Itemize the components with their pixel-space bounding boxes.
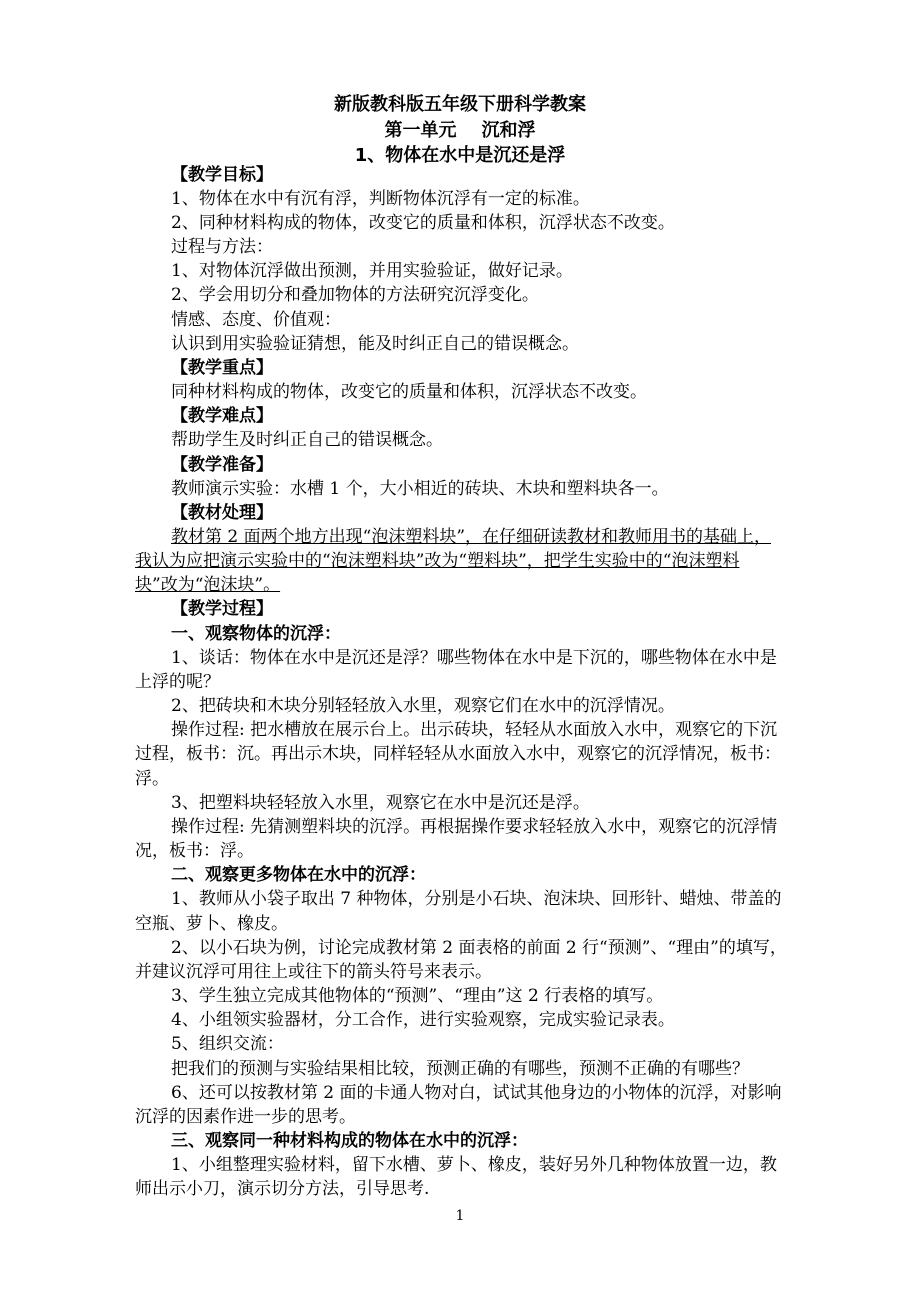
text-line: 1、教师从小袋子取出 7 种物体，分别是小石块、泡沫块、回形针、蜡烛、带盖的 bbox=[171, 889, 782, 909]
text-line: 同种材料构成的物体，改变它的质量和体积，沉浮状态不改变。 bbox=[171, 382, 647, 402]
text-line: 2、学会用切分和叠加物体的方法研究沉浮变化。 bbox=[171, 285, 539, 305]
text-line: 师出示小刀，演示切分方法，引导思考. bbox=[135, 1179, 430, 1199]
text-line: 1、对物体沉浮做出预测，并用实验验证，做好记录。 bbox=[171, 261, 573, 281]
section-heading-difficulties: 【教学难点】 bbox=[171, 406, 273, 426]
subsection-heading: 三、观察同一种材料构成的物体在水中的沉浮： bbox=[171, 1131, 528, 1151]
section-heading-key-points: 【教学重点】 bbox=[171, 358, 273, 378]
text-line: 空瓶、萝卜、橡皮。 bbox=[135, 914, 288, 934]
document-title: 新版教科版五年级下册科学教案 bbox=[334, 94, 586, 115]
text-line: 操作过程: 先猜测塑料块的沉浮。再根据操作要求轻轻放入水中，观察它的沉浮情 bbox=[171, 817, 778, 837]
subsection-heading: 二、观察更多物体在水中的沉浮： bbox=[171, 865, 426, 885]
text-line: 6、还可以按教材第 2 面的卡通人物对白，试试其他身边的小物体的沉浮，对影响 bbox=[171, 1083, 782, 1103]
text-line: 浮。 bbox=[135, 769, 169, 789]
text-line: 上浮的呢？ bbox=[135, 672, 220, 692]
text-line: 2、把砖块和木块分别轻轻放入水里，观察它们在水中的沉浮情况。 bbox=[171, 696, 675, 716]
text-line: 4、小组领实验器材，分工合作，进行实验观察，完成实验记录表。 bbox=[171, 1010, 675, 1030]
text-line: 认识到用实验验证猜想，能及时纠正自己的错误概念。 bbox=[171, 334, 579, 354]
underlined-text-line: 我认为应把演示实验中的“泡沫塑料块”改为“塑料块”，把学生实验中的“泡沫塑料 bbox=[135, 551, 740, 571]
text-line: 沉浮的因素作进一步的思考。 bbox=[135, 1107, 356, 1127]
section-heading-preparation: 【教学准备】 bbox=[171, 455, 273, 475]
text-line: 1、物体在水中有沉有浮，判断物体沉浮有一定的标准。 bbox=[171, 189, 590, 209]
underlined-text-line: 教材第 2 面两个地方出现“泡沫塑料块”，在仔细研读教材和教师用书的基础上， bbox=[171, 527, 772, 547]
text-line: 并建议沉浮可用往上或往下的箭头符号来表示。 bbox=[135, 962, 492, 982]
text-line: 过程与方法： bbox=[171, 237, 273, 257]
text-line: 帮助学生及时纠正自己的错误概念。 bbox=[171, 430, 443, 450]
text-line: 教师演示实验：水槽 1 个，大小相近的砖块、木块和塑料块各一。 bbox=[171, 479, 669, 499]
text-line: 5、组织交流： bbox=[171, 1034, 284, 1054]
lesson-title: 1、物体在水中是沉还是浮 bbox=[354, 145, 566, 166]
text-line: 把我们的预测与实验结果相比较，预测正确的有哪些，预测不正确的有哪些？ bbox=[171, 1059, 749, 1079]
text-line: 操作过程: 把水槽放在展示台上。出示砖块，轻轻从水面放入水中，观察它的下沉 bbox=[171, 720, 778, 740]
unit-title: 第一单元 沉和浮 bbox=[384, 120, 536, 141]
text-line: 1、小组整理实验材料，留下水槽、萝卜、橡皮，装好另外几种物体放置一边，教 bbox=[171, 1155, 777, 1175]
section-heading-material-handling: 【教材处理】 bbox=[171, 503, 273, 523]
text-line: 过程，板书：沉。再出示木块，同样轻轻从水面放入水中，观察它的沉浮情况，板书： bbox=[135, 744, 781, 764]
subsection-heading: 一、观察物体的沉浮： bbox=[171, 624, 341, 644]
section-heading-objectives: 【教学目标】 bbox=[171, 165, 273, 185]
underlined-text-line: 块”改为“泡沫块”。 bbox=[135, 575, 281, 595]
text-line: 3、学生独立完成其他物体的“预测”、“理由”这 2 行表格的填写。 bbox=[171, 986, 664, 1006]
page-number: 1 bbox=[455, 1208, 465, 1224]
text-line: 1、谈话：物体在水中是沉还是浮？哪些物体在水中是下沉的，哪些物体在水中是 bbox=[171, 648, 777, 668]
text-line: 2、以小石块为例，讨论完成教材第 2 面表格的前面 2 行“预测”、“理由”的填写， bbox=[171, 938, 787, 958]
section-heading-process: 【教学过程】 bbox=[171, 599, 273, 619]
text-line: 况，板书：浮。 bbox=[135, 841, 254, 861]
text-line: 情感、态度、价值观： bbox=[171, 310, 341, 330]
text-line: 2、同种材料构成的物体，改变它的质量和体积，沉浮状态不改变。 bbox=[171, 213, 675, 233]
text-line: 3、把塑料块轻轻放入水里，观察它在水中是沉还是浮。 bbox=[171, 793, 590, 813]
